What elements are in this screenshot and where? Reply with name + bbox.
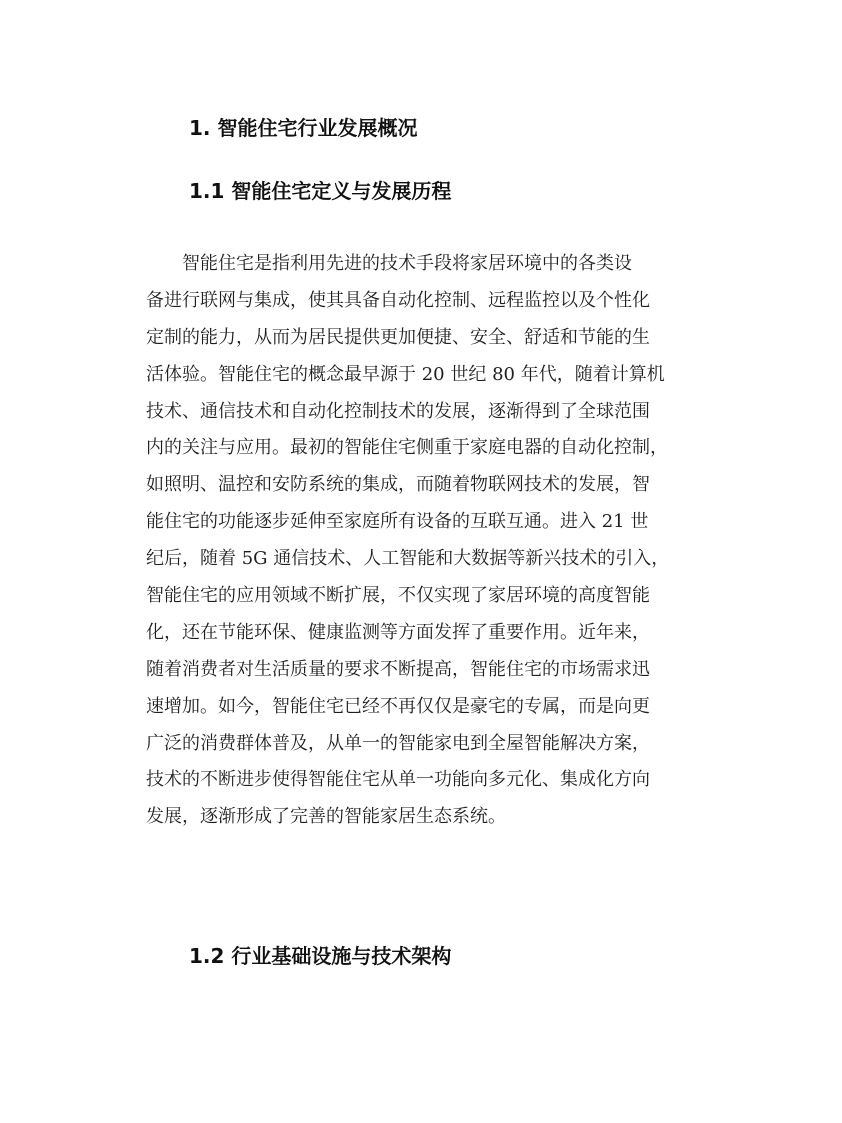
paragraph-line: 智能住宅是指利用先进的技术手段将家居环境中的各类设 xyxy=(146,253,632,274)
paragraph-line: 速增加。如今，智能住宅已经不再仅仅是豪宅的专属，而是向更 xyxy=(146,695,650,717)
paragraph-line: 内的关注与应用。最初的智能住宅侧重于家庭电器的自动化控制， xyxy=(146,437,668,459)
paragraph-line: 能住宅的功能逐步延伸至家庭所有设备的互联互通。进入 21 世 xyxy=(146,511,649,533)
paragraph-line: 技术的不断进步使得智能住宅从单一功能向多元化、集成化方向 xyxy=(146,769,650,791)
paragraph-line: 广泛的消费群体普及，从单一的智能家电到全屋智能解决方案， xyxy=(146,732,650,754)
paragraph-line: 活体验。智能住宅的概念最早源于 20 世纪 80 年代，随着计算机 xyxy=(146,363,665,385)
paragraph-line: 随着消费者对生活质量的要求不断提高，智能住宅的市场需求迅 xyxy=(146,658,650,680)
paragraph-line: 技术、通信技术和自动化控制技术的发展，逐渐得到了全球范围 xyxy=(146,400,650,422)
paragraph-line: 发展，逐渐形成了完善的智能家居生态系统。 xyxy=(146,806,506,828)
paragraph-line: 备进行联网与集成，使其具备自动化控制、远程监控以及个性化 xyxy=(146,289,650,311)
section-heading-1-1: 1.1 智能住宅定义与发展历程 xyxy=(189,179,452,203)
paragraph-line: 纪后，随着 5G 通信技术、人工智能和大数据等新兴技术的引入， xyxy=(146,548,670,570)
paragraph-line: 如照明、温控和安防系统的集成，而随着物联网技术的发展，智 xyxy=(146,474,650,496)
section-heading-1-2: 1.2 行业基础设施与技术架构 xyxy=(189,944,452,968)
paragraph-line: 智能住宅的应用领域不断扩展，不仅实现了家居环境的高度智能 xyxy=(146,585,650,607)
body-paragraph xyxy=(146,246,702,836)
paragraph-line: 化，还在节能环保、健康监测等方面发挥了重要作用。近年来， xyxy=(146,621,650,643)
paragraph-line: 定制的能力，从而为居民提供更加便捷、安全、舒适和节能的生 xyxy=(146,326,650,348)
section-heading-1: 1. 智能住宅行业发展概况 xyxy=(189,116,418,140)
